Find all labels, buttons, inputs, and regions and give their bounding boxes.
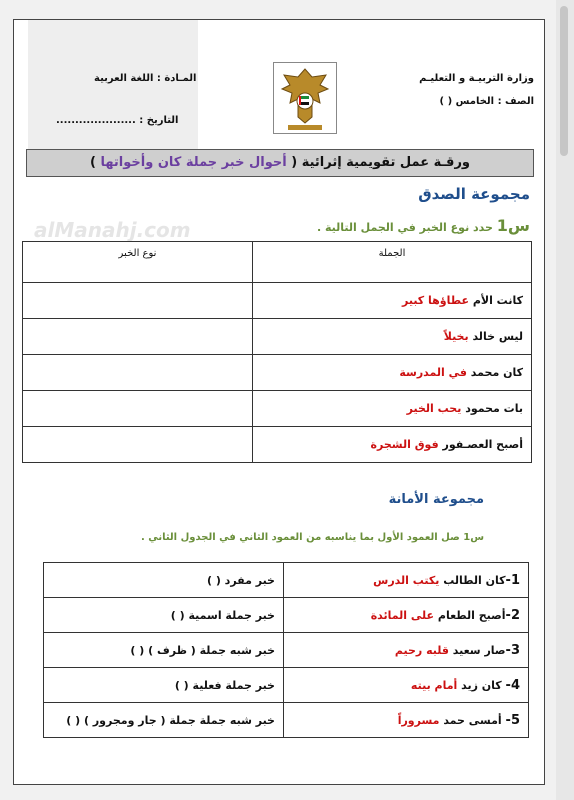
title-suffix: ) [89,155,96,170]
table-row: 1-كان الطالب يكتب الدرس خبر مفرد ( ) [44,563,529,598]
table-row: 5- أمسى حمد مسروراً خبر شبه جملة جملة ( جار ومجرور ) ( ) [44,703,529,738]
group1-question [317,216,530,235]
table-row: 4- كان زيد أمام بيته خبر جملة فعلية ( ) [44,668,529,703]
group1-table [22,241,532,463]
eagle-emblem-icon [274,63,336,133]
group2-table [43,562,529,738]
table-row: 2-أصبح الطعام على المائدة خبر جملة اسمية ( ) [44,598,529,633]
question-number: س1 [496,216,530,235]
worksheet-title [26,149,534,177]
worksheet-page [13,19,545,785]
title-topic: أحوال خبر جملة كان وأخواتها [95,155,292,170]
watermark-logo [28,20,198,170]
date-line: التاريخ : ..................... [56,115,179,126]
group1-title: مجموعة الصدق [418,185,530,203]
answer-cell[interactable] [23,427,253,463]
title-prefix: ورقـة عمل تقويمية إثرائية ( [291,155,471,170]
question-text: حدد نوع الخبر في الجمل التالية . [317,221,497,234]
col-sentence-header: الجملة [253,242,532,283]
table-row: كان محمد في المدرسة [23,355,532,391]
answer-cell[interactable] [23,391,253,427]
subject-line: المـادة : اللغة العربية [94,73,197,84]
scrollbar-thumb[interactable] [560,6,568,156]
table-row: 3-صار سعيد قلبه رحيم خبر شبه جملة ( ظرف ) ( ) [44,633,529,668]
table-row: بات محمود يحب الخير [23,391,532,427]
grade-line: الصف : الخامس ( ) [439,96,534,107]
group2-question: س1 صل العمود الأول بما يناسبه من العمود الثاني في الجدول الثاني . [140,532,484,543]
table-row: أصبح العصـفور فوق الشجرة [23,427,532,463]
uae-emblem [273,62,337,134]
col-type-header: نوع الخبر [23,242,253,283]
watermark-text: alManahj.com [34,218,191,242]
answer-cell[interactable] [23,319,253,355]
ministry-name: وزارة التربيـة و التعليـم [419,73,534,84]
table-row: ليس خالد بخيلاً [23,319,532,355]
table-row: كانت الأم عطاؤها كبير [23,283,532,319]
answer-cell[interactable] [23,283,253,319]
answer-cell[interactable] [23,355,253,391]
group2-title: مجموعة الأمانة [388,492,484,507]
